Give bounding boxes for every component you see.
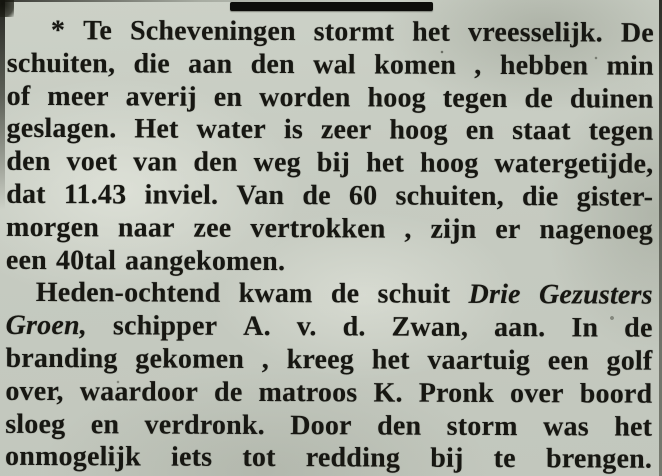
- word: Heden-ochtend: [35, 277, 221, 310]
- word: waardoor: [79, 375, 199, 408]
- word: schuit: [377, 278, 451, 311]
- word: watergetijde,: [494, 148, 654, 180]
- word: vertrokken: [250, 212, 386, 245]
- word: boord: [579, 378, 653, 410]
- word: bij: [316, 147, 351, 179]
- word: den: [6, 146, 51, 178]
- word: kwam: [238, 278, 313, 310]
- text-line-2: [7, 48, 654, 84]
- text-line-3: [7, 80, 654, 116]
- word: matroos: [258, 376, 358, 409]
- word: Gezusters: [538, 279, 653, 312]
- word: ,: [474, 49, 482, 81]
- word: Scheveningen: [129, 15, 296, 48]
- word: of: [6, 80, 31, 112]
- word: staat: [512, 115, 571, 147]
- word: voet: [66, 146, 118, 178]
- word: stormt: [313, 16, 395, 48]
- word: een: [547, 345, 589, 377]
- text-line-4: [6, 113, 653, 149]
- word: vreesselijk.: [467, 16, 603, 49]
- word: en: [465, 115, 495, 147]
- word: komen: [374, 49, 457, 81]
- word: hebben: [499, 49, 589, 82]
- text-line-9: [6, 277, 653, 313]
- word: geslagen.: [6, 113, 117, 145]
- word: ,: [261, 343, 270, 375]
- word: ,: [404, 213, 412, 245]
- text-line-7: [6, 212, 653, 248]
- word: Het: [134, 113, 179, 145]
- word: branding: [5, 342, 118, 375]
- word: weg: [253, 147, 301, 179]
- word: De: [620, 17, 655, 49]
- text-line-8: [6, 244, 653, 280]
- word: Door: [290, 409, 352, 441]
- text-line-10: [6, 310, 653, 346]
- word: den: [250, 48, 295, 80]
- word: nagenoeg: [539, 213, 654, 246]
- word: hoog: [367, 82, 426, 114]
- word: de: [524, 82, 553, 114]
- text-line-5: [6, 146, 653, 182]
- word: sloeg: [5, 408, 66, 440]
- word: het: [371, 344, 410, 376]
- word: redding: [305, 442, 401, 474]
- word: Zwan,: [391, 311, 469, 344]
- word: dat: [6, 178, 46, 211]
- word: is: [283, 114, 304, 146]
- word: tegen: [442, 82, 508, 114]
- word: zee: [193, 212, 232, 244]
- word: morgen: [6, 211, 100, 244]
- word: zijn: [430, 213, 477, 245]
- text-line-6: [6, 179, 653, 215]
- word: golf: [606, 345, 653, 377]
- text-line-11: [5, 343, 652, 379]
- word: tot: [242, 442, 276, 474]
- word: te: [493, 443, 516, 475]
- word: wal: [313, 48, 356, 81]
- word: den: [377, 410, 422, 442]
- word: zeer: [320, 114, 372, 146]
- word: tegen: [588, 115, 654, 148]
- word: Groen,: [5, 310, 88, 342]
- word: den: [193, 146, 238, 179]
- word: d.: [342, 311, 366, 343]
- word: Drie: [468, 279, 521, 311]
- text-line-13: [5, 408, 652, 444]
- word: Pronk: [418, 377, 495, 409]
- text-line-12: [5, 376, 652, 412]
- word: gekomen: [135, 343, 245, 375]
- word: het: [412, 16, 451, 48]
- word: er: [495, 213, 521, 245]
- word: was: [543, 410, 589, 442]
- word: aan.: [493, 312, 546, 344]
- word: 40tal: [55, 244, 117, 276]
- word: *: [50, 15, 66, 47]
- word: van: [133, 146, 178, 178]
- text-line-1: [7, 15, 654, 51]
- word: verdronk.: [144, 409, 265, 441]
- word: In: [571, 312, 599, 344]
- word: min: [606, 50, 654, 82]
- word: die: [521, 181, 559, 213]
- word: de: [624, 312, 653, 344]
- word: schuiten,: [395, 180, 504, 213]
- word: meer: [47, 80, 109, 112]
- word: die: [133, 48, 170, 80]
- word: K.: [373, 377, 403, 409]
- word: aangekomen.: [125, 244, 286, 277]
- word: over,: [5, 375, 64, 407]
- word: gister-: [576, 181, 654, 213]
- word: en: [90, 408, 120, 440]
- word: schipper: [112, 310, 218, 342]
- word: de: [214, 376, 243, 408]
- word: het: [614, 411, 653, 443]
- word: de: [330, 278, 360, 310]
- word: brengen.: [545, 443, 653, 476]
- word: averij: [125, 80, 197, 113]
- text-line-14: [5, 441, 652, 476]
- word: kreeg: [286, 344, 355, 376]
- word: naar: [117, 212, 175, 244]
- word: onmogelijk: [5, 441, 141, 473]
- word: een: [5, 244, 48, 276]
- word: hoog: [389, 114, 448, 147]
- word: het: [366, 147, 405, 179]
- word: A.: [243, 311, 271, 343]
- word: inviel.: [144, 179, 219, 211]
- word: schuiten,: [6, 47, 116, 80]
- word: storm: [446, 410, 518, 442]
- word: water: [196, 114, 266, 146]
- word: Van: [236, 179, 285, 212]
- word: vaartuig: [427, 344, 531, 377]
- word: en: [213, 81, 243, 113]
- word: 60: [348, 180, 378, 212]
- word: aan: [188, 48, 233, 80]
- word: duinen: [569, 82, 654, 115]
- word: de: [302, 180, 331, 212]
- word: over: [509, 377, 564, 410]
- word: iets: [170, 441, 213, 474]
- word: v.: [296, 311, 317, 343]
- word: Te: [83, 15, 113, 47]
- word: bij: [430, 443, 464, 475]
- word: hoog: [420, 147, 479, 180]
- word: 11.43: [63, 179, 127, 211]
- word: worden: [259, 81, 351, 113]
